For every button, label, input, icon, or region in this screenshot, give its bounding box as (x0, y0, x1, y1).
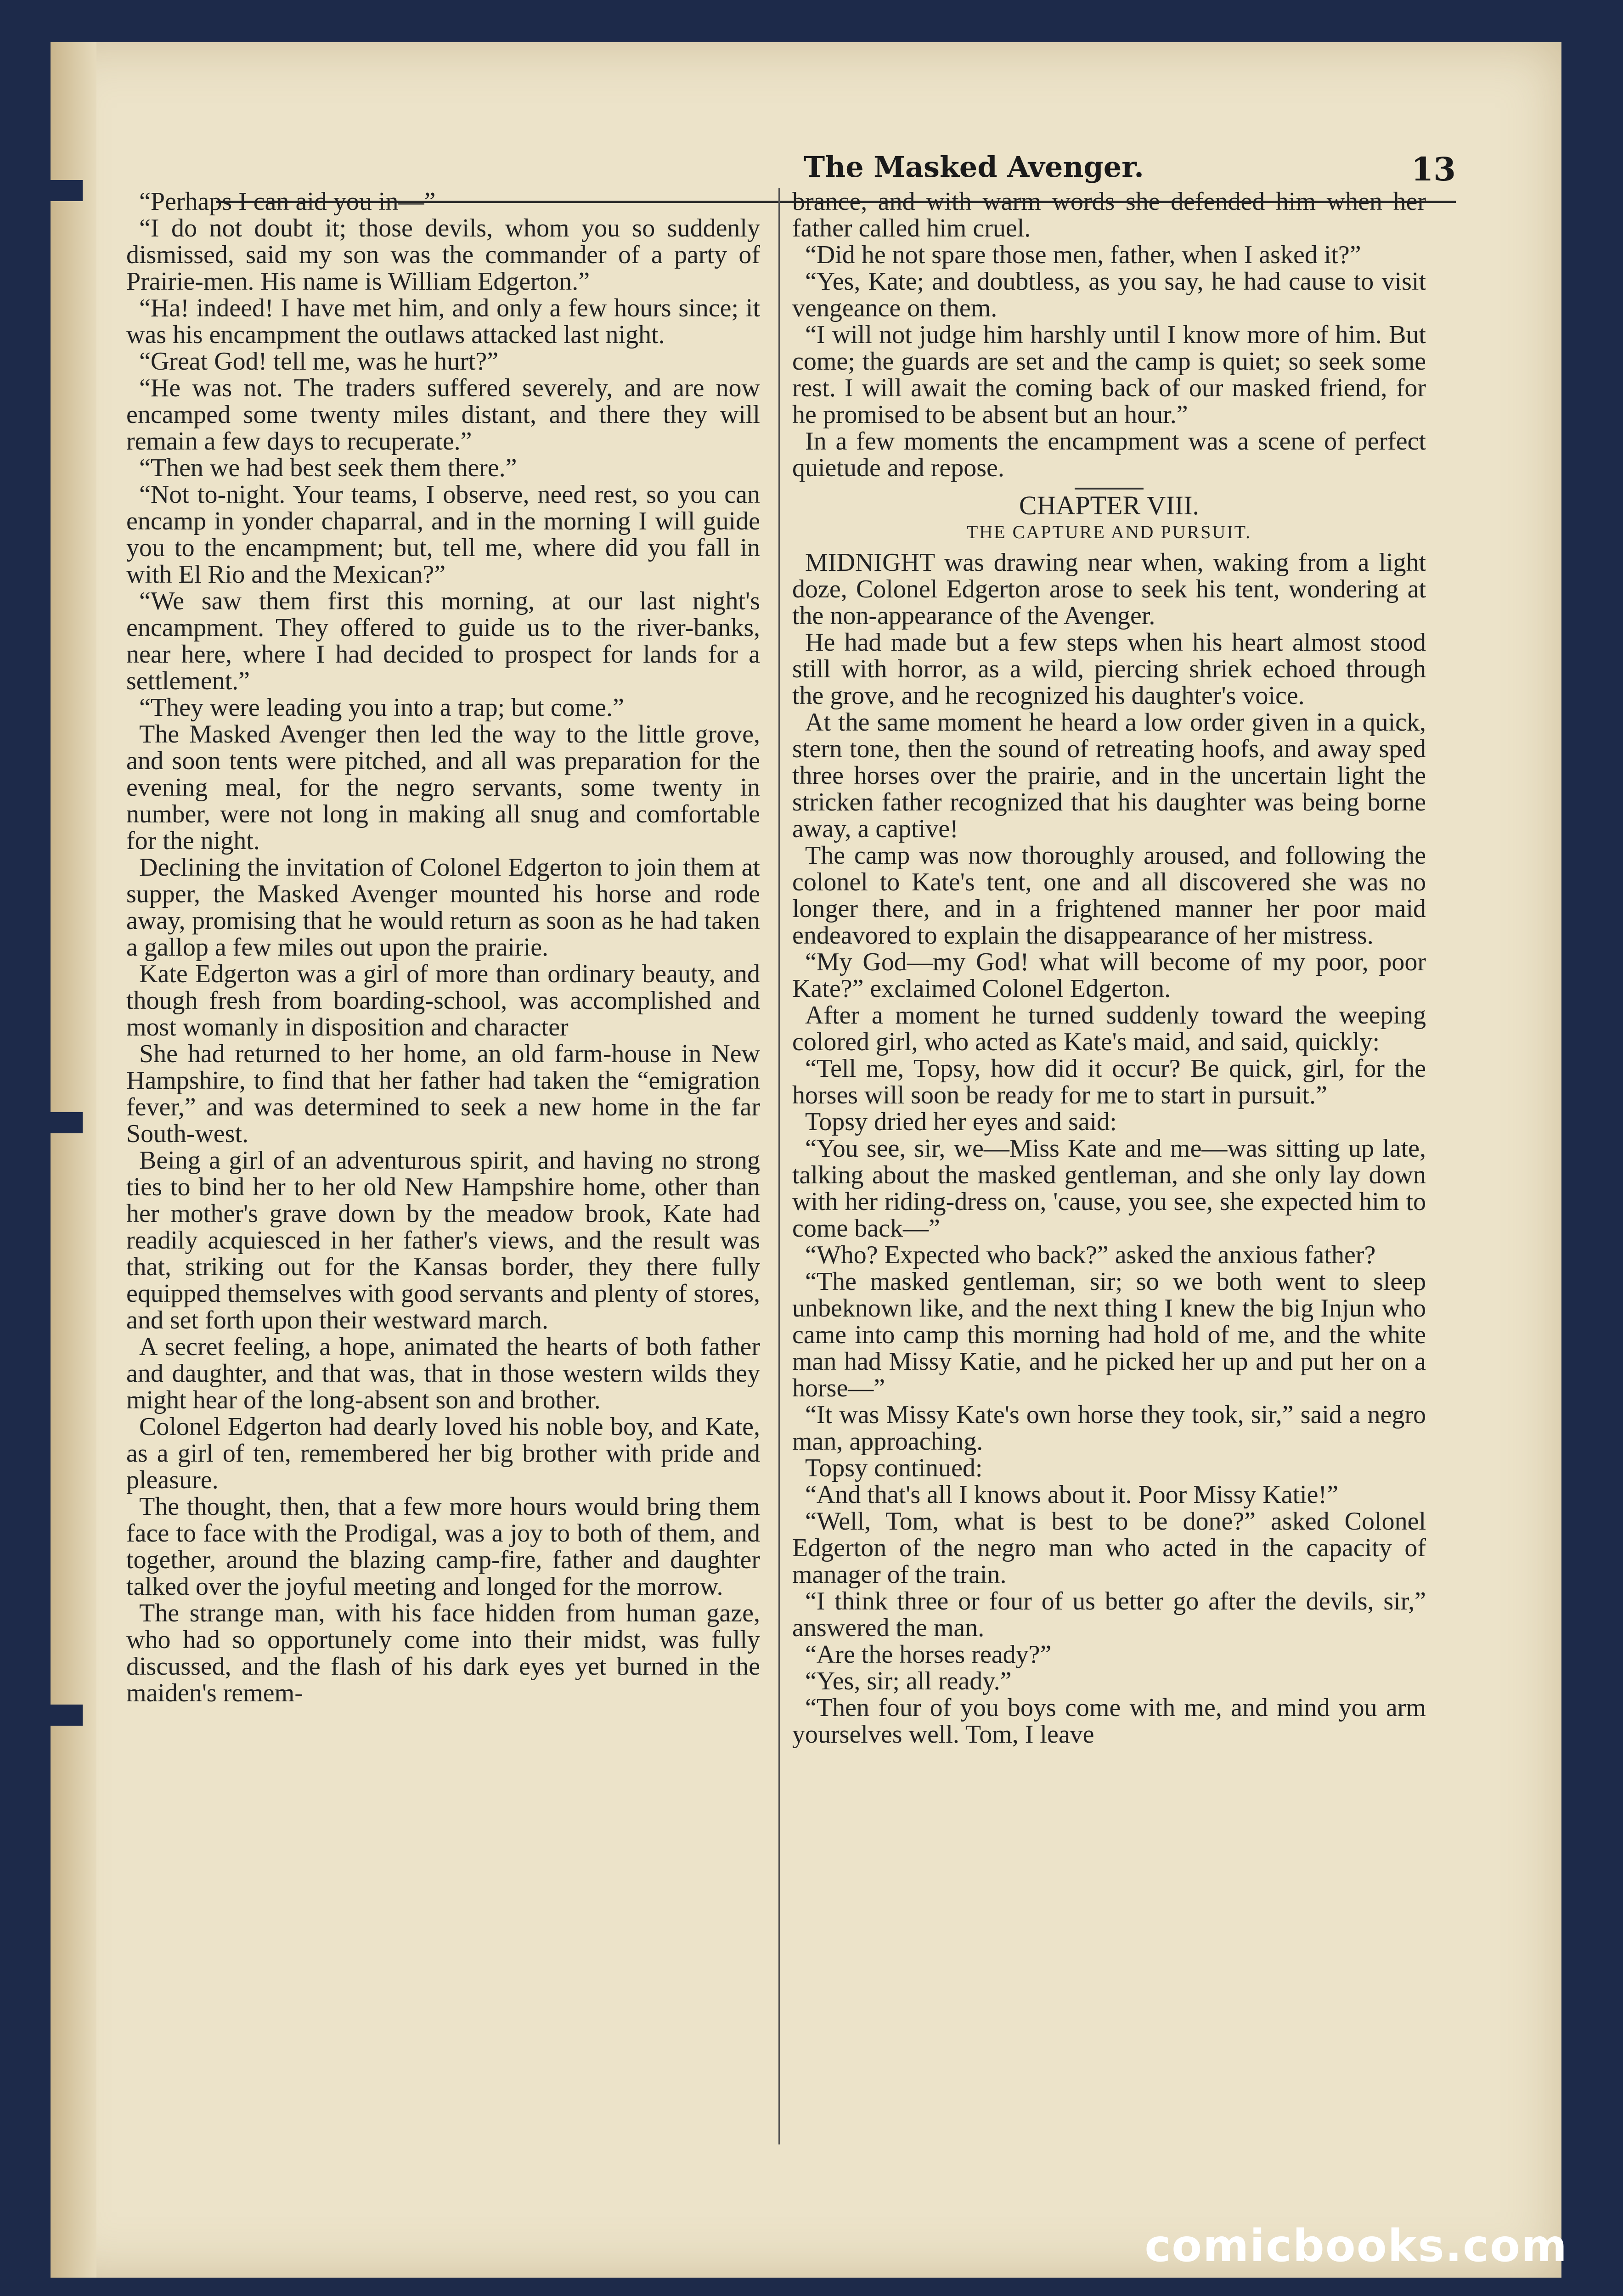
paragraph: In a few moments the encampment was a scene of perfect quietude and repose. (792, 427, 1426, 482)
paragraph: “Tell me, Topsy, how did it occur? Be quick, girl, for the horses will soon be ready for me to start in pursuit.” (792, 1054, 1426, 1109)
paragraph: “Yes, sir; all ready.” (805, 1667, 1012, 1695)
paragraph: “We saw them first this morning, at our last night's encampment. They offered to guide us to the river-banks, near here, where I had decided to prospect for lands for a settlement.” (126, 587, 760, 695)
paragraph: “You see, sir, we—Miss Kate and me—was sitting up late, talking about the masked gentleman, and she only lay down with her riding-dress on, 'cause, you see, she expected him to come back—” (792, 1134, 1426, 1243)
paragraph: Topsy dried her eyes and said: (805, 1108, 1117, 1136)
paragraph: The thought, then, that a few more hours would bring them face to face with the Prodigal, was a joy to both of them, and together, around the blazing camp-fire, father and daughter talked over the joyful meeting and longed for the morrow. (126, 1492, 760, 1601)
paragraph: “Who? Expected who back?” asked the anxious father? (805, 1241, 1376, 1269)
running-title: The Masked Avenger. (804, 150, 1144, 184)
paragraph: “And that's all I knows about it. Poor Missy Katie!” (805, 1480, 1339, 1509)
paragraph: “It was Missy Kate's own horse they took, sir,” said a negro man, approaching. (792, 1401, 1426, 1456)
chapter-title: CHAPTER VIII. (1019, 490, 1200, 520)
paragraph: Topsy continued: (805, 1454, 983, 1482)
paragraph: “Are the horses ready?” (805, 1640, 1052, 1669)
page-binding (51, 42, 96, 2278)
paragraph: “He was not. The traders suffered severely, and are now encamped some twenty miles distant, and there they will remain a few days to recuperate.” (126, 374, 760, 456)
paragraph: The Masked Avenger then led the way to the little grove, and soon tents were pitched, and all was preparation for the evening meal, for the negro servants, some twenty in number, were not long in making all snug and comfortable for the night. (126, 720, 760, 855)
paragraph: “I think three or four of us better go after the devils, sir,” answered the man. (792, 1587, 1426, 1642)
paragraph: “Did he not spare those men, father, when I asked it?” (805, 241, 1361, 269)
paragraph: “They were leading you into a trap; but come.” (139, 693, 624, 722)
page-tear (51, 180, 83, 201)
paragraph: “I will not judge him harshly until I know more of him. But come; the guards are set and the camp is quiet; so seek some rest. I will await the coming back of our masked friend, for he promised to be absent but an hour.” (792, 321, 1426, 429)
paragraph: The camp was now thoroughly aroused, and following the colonel to Kate's tent, one and all discovered she was no longer there, and in a frightened manner her poor maid endeavored to explain the disappearance of her mistress. (792, 841, 1426, 950)
left-column (126, 188, 760, 1706)
paragraph: “Yes, Kate; and doubtless, as you say, he had cause to visit vengeance on them. (792, 267, 1426, 322)
column-divider (778, 188, 780, 2144)
paragraph: The strange man, with his face hidden from human gaze, who had so opportunely come into their midst, was fully discussed, and the flash of his dark eyes yet burned in the maiden's remem- (126, 1599, 760, 1707)
chapter-rule (1075, 488, 1144, 490)
paragraph: Being a girl of an adventurous spirit, and having no strong ties to bind her to her old New Hampshire home, other than her mother's grave down by the meadow brook, Kate had readily acquiesced in her father's views, and the result was that, striking out for the Kansas border, they there fully equipped themselves with good servants and plenty of stores, and set forth upon their westward march. (126, 1146, 760, 1334)
paragraph: “Perhaps I can aid you in—” (139, 187, 436, 216)
paragraph: “The masked gentleman, sir; so we both went to sleep unbeknown like, and the next thing I knew the big Injun who came into camp this morning had hold of me, and the white man had Missy Katie, and he picked her up and put her on a horse—” (792, 1267, 1426, 1402)
paragraph: She had returned to her home, an old farm-house in New Hampshire, to find that her father had taken the “emigration fever,” and was determined to seek a new home in the far South-west. (126, 1040, 760, 1148)
page-tear (51, 1112, 83, 1133)
paragraph: Kate Edgerton was a girl of more than ordinary beauty, and though fresh from boarding-school, was accomplished and most womanly in disposition and character (126, 960, 760, 1041)
paragraph: He had made but a few steps when his heart almost stood still with horror, as a wild, piercing shriek echoed through the grove, and he recognized his daughter's voice. (792, 628, 1426, 710)
page-number: 13 (1411, 150, 1456, 188)
chapter-subtitle: THE CAPTURE AND PURSUIT. (966, 522, 1252, 542)
paragraph: At the same moment he heard a low order given in a quick, stern tone, then the sound of retreating hoofs, and away sped three horses over the prairie, and in the uncertain light the stricken father recognized that his daughter was being borne away, a captive! (792, 708, 1426, 843)
paragraph: MIDNIGHT was drawing near when, waking from a light doze, Colonel Edgerton arose to seek his tent, wondering at the non-appearance of the Avenger. (792, 548, 1426, 630)
paragraph: brance, and with warm words she defended him when her father called him cruel. (792, 187, 1426, 242)
paragraph: “Well, Tom, what is best to be done?” asked Colonel Edgerton of the negro man who acted in the capacity of manager of the train. (792, 1507, 1426, 1589)
paragraph: “Then four of you boys come with me, and mind you arm yourselves well. Tom, I leave (792, 1694, 1426, 1749)
page-tear (51, 1705, 83, 1726)
paragraph: “Not to-night. Your teams, I observe, need rest, so you can encamp in yonder chaparral, and in the morning I will guide you to the encampment; but, tell me, where did you fall in with El Rio and the Mexican?” (126, 480, 760, 589)
paragraph: Declining the invitation of Colonel Edgerton to join them at supper, the Masked Avenger mounted his horse and rode away, promising that he would return as soon as he had taken a gallop a few miles out upon the prairie. (126, 853, 760, 962)
paragraph: Colonel Edgerton had dearly loved his noble boy, and Kate, as a girl of ten, remembered her big brother with pride and pleasure. (126, 1412, 760, 1494)
right-column (792, 188, 1426, 1748)
paragraph: “Ha! indeed! I have met him, and only a few hours since; it was his encampment the outlaws attacked last night. (126, 294, 760, 349)
paragraph: After a moment he turned suddenly toward the weeping colored girl, who acted as Kate's maid, and said, quickly: (792, 1001, 1426, 1056)
paragraph: “Then we had best seek them there.” (139, 454, 517, 482)
paragraph: “Great God! tell me, was he hurt?” (139, 347, 499, 376)
paragraph: A secret feeling, a hope, animated the hearts of both father and daughter, and that was, that in those western wilds they might hear of the long-absent son and brother. (126, 1333, 760, 1414)
paragraph: “My God—my God! what will become of my poor, poor Kate?” exclaimed Colonel Edgerton. (792, 948, 1426, 1003)
paragraph: “I do not doubt it; those devils, whom you so suddenly dismissed, said my son was the commander of a party of Prairie-men. His name is William Edgerton.” (126, 214, 760, 296)
site-watermark: comicbooks.com (1144, 2220, 1568, 2272)
